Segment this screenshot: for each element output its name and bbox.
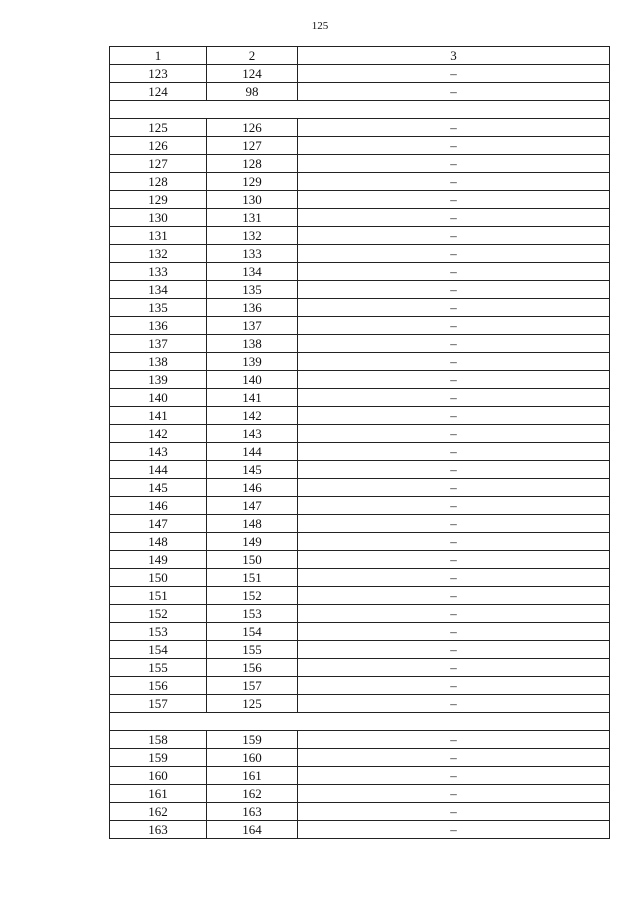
table-cell-col-3: –	[298, 515, 610, 533]
table-cell-col-2: 156	[207, 659, 298, 677]
table-cell-col-3: –	[298, 83, 610, 101]
table-cell-col-3: –	[298, 173, 610, 191]
table-cell-col-3: –	[298, 299, 610, 317]
table-row	[110, 659, 610, 677]
table-cell-col-3: –	[298, 353, 610, 371]
table-cell-col-1: 125	[110, 119, 207, 137]
table-row	[110, 695, 610, 713]
section-separator-cell	[110, 101, 610, 119]
table-cell-col-3: –	[298, 407, 610, 425]
section-separator-cell	[110, 713, 610, 731]
table-row	[110, 299, 610, 317]
table-cell-col-3: –	[298, 65, 610, 83]
table-cell-col-1: 141	[110, 407, 207, 425]
table-cell-col-2: 138	[207, 335, 298, 353]
table-cell-col-2: 135	[207, 281, 298, 299]
table-row	[110, 677, 610, 695]
table-row	[110, 461, 610, 479]
data-table	[109, 46, 610, 839]
table-cell-col-3: –	[298, 191, 610, 209]
table-cell-col-2: 127	[207, 137, 298, 155]
table-row	[110, 209, 610, 227]
table-row	[110, 335, 610, 353]
table-cell-col-1: 160	[110, 767, 207, 785]
table-cell-col-2: 144	[207, 443, 298, 461]
table-cell-col-3: –	[298, 389, 610, 407]
table-cell-col-1: 133	[110, 263, 207, 281]
table-row	[110, 263, 610, 281]
table-cell-col-2: 154	[207, 623, 298, 641]
table-cell-col-2: 159	[207, 731, 298, 749]
table-cell-col-3: –	[298, 119, 610, 137]
table-cell-col-2: 160	[207, 749, 298, 767]
table-cell-col-1: 158	[110, 731, 207, 749]
table-cell-col-1: 136	[110, 317, 207, 335]
table-row	[110, 821, 610, 839]
table-cell-col-3: –	[298, 425, 610, 443]
table-cell-col-1: 132	[110, 245, 207, 263]
table-cell-col-1: 153	[110, 623, 207, 641]
table-cell-col-3: –	[298, 443, 610, 461]
table-row	[110, 407, 610, 425]
table-row	[110, 443, 610, 461]
table-cell-col-2: 134	[207, 263, 298, 281]
table-cell-col-3: –	[298, 479, 610, 497]
table-cell-col-3: –	[298, 551, 610, 569]
table-cell-col-2: 132	[207, 227, 298, 245]
table-cell-col-2: 141	[207, 389, 298, 407]
table-cell-col-2: 145	[207, 461, 298, 479]
table-cell-col-1: 147	[110, 515, 207, 533]
table-cell-col-3: –	[298, 605, 610, 623]
table-row	[110, 317, 610, 335]
table-cell-col-3: –	[298, 245, 610, 263]
table-cell-col-1: 134	[110, 281, 207, 299]
table-row	[110, 389, 610, 407]
table-cell-col-3: –	[298, 623, 610, 641]
table-cell-col-2: 142	[207, 407, 298, 425]
table-cell-col-2: 124	[207, 65, 298, 83]
table-cell-col-3: –	[298, 281, 610, 299]
column-header-3: 3	[298, 47, 610, 65]
table-cell-col-3: –	[298, 641, 610, 659]
table-cell-col-2: 149	[207, 533, 298, 551]
table-row	[110, 551, 610, 569]
table-cell-col-2: 155	[207, 641, 298, 659]
table-row	[110, 155, 610, 173]
table-cell-col-1: 131	[110, 227, 207, 245]
table-row	[110, 749, 610, 767]
table-body	[110, 47, 610, 839]
table-cell-col-1: 161	[110, 785, 207, 803]
table-cell-col-2: 152	[207, 587, 298, 605]
table-cell-col-1: 156	[110, 677, 207, 695]
table-cell-col-2: 98	[207, 83, 298, 101]
table-header-row	[110, 47, 610, 65]
table-cell-col-1: 129	[110, 191, 207, 209]
table-cell-col-1: 123	[110, 65, 207, 83]
table-cell-col-2: 151	[207, 569, 298, 587]
table-row	[110, 767, 610, 785]
table-cell-col-2: 125	[207, 695, 298, 713]
table-cell-col-1: 150	[110, 569, 207, 587]
table-row	[110, 533, 610, 551]
section-separator-row	[110, 101, 610, 119]
table-cell-col-1: 127	[110, 155, 207, 173]
table-cell-col-3: –	[298, 695, 610, 713]
table-cell-col-3: –	[298, 137, 610, 155]
table-cell-col-2: 139	[207, 353, 298, 371]
table-row	[110, 605, 610, 623]
table-cell-col-1: 143	[110, 443, 207, 461]
table-cell-col-2: 136	[207, 299, 298, 317]
table-cell-col-3: –	[298, 569, 610, 587]
table-cell-col-3: –	[298, 317, 610, 335]
section-separator-row	[110, 713, 610, 731]
table-cell-col-2: 162	[207, 785, 298, 803]
table-cell-col-2: 130	[207, 191, 298, 209]
table-cell-col-2: 164	[207, 821, 298, 839]
table-cell-col-1: 151	[110, 587, 207, 605]
table-cell-col-3: –	[298, 677, 610, 695]
table-cell-col-1: 149	[110, 551, 207, 569]
table-cell-col-3: –	[298, 821, 610, 839]
table-row	[110, 731, 610, 749]
table-cell-col-2: 163	[207, 803, 298, 821]
table-row	[110, 587, 610, 605]
table-cell-col-2: 128	[207, 155, 298, 173]
table-cell-col-3: –	[298, 587, 610, 605]
table-cell-col-3: –	[298, 785, 610, 803]
column-header-2: 2	[207, 47, 298, 65]
table-row	[110, 83, 610, 101]
table-row	[110, 65, 610, 83]
table-cell-col-1: 135	[110, 299, 207, 317]
table-cell-col-3: –	[298, 461, 610, 479]
table-cell-col-2: 157	[207, 677, 298, 695]
table-cell-col-1: 154	[110, 641, 207, 659]
table-cell-col-1: 138	[110, 353, 207, 371]
table-cell-col-1: 163	[110, 821, 207, 839]
table-row	[110, 137, 610, 155]
table-cell-col-1: 157	[110, 695, 207, 713]
table-cell-col-2: 150	[207, 551, 298, 569]
table-row	[110, 371, 610, 389]
table-cell-col-1: 137	[110, 335, 207, 353]
table-cell-col-1: 128	[110, 173, 207, 191]
table-cell-col-2: 140	[207, 371, 298, 389]
table-row	[110, 569, 610, 587]
table-cell-col-2: 161	[207, 767, 298, 785]
table-row	[110, 281, 610, 299]
table-cell-col-2: 131	[207, 209, 298, 227]
table-row	[110, 785, 610, 803]
table-cell-col-1: 155	[110, 659, 207, 677]
table-cell-col-3: –	[298, 263, 610, 281]
table-cell-col-2: 143	[207, 425, 298, 443]
table-cell-col-1: 152	[110, 605, 207, 623]
table-cell-col-3: –	[298, 371, 610, 389]
table-cell-col-1: 145	[110, 479, 207, 497]
table-cell-col-1: 142	[110, 425, 207, 443]
table-row	[110, 119, 610, 137]
table-cell-col-3: –	[298, 209, 610, 227]
table-row	[110, 227, 610, 245]
table-cell-col-2: 137	[207, 317, 298, 335]
table-cell-col-1: 140	[110, 389, 207, 407]
table-cell-col-3: –	[298, 497, 610, 515]
table-row	[110, 497, 610, 515]
table-cell-col-1: 162	[110, 803, 207, 821]
table-cell-col-3: –	[298, 335, 610, 353]
table-row	[110, 173, 610, 191]
table-cell-col-1: 146	[110, 497, 207, 515]
table-row	[110, 425, 610, 443]
table-row	[110, 623, 610, 641]
table-cell-col-1: 130	[110, 209, 207, 227]
table-row	[110, 353, 610, 371]
table-cell-col-1: 139	[110, 371, 207, 389]
table-cell-col-1: 144	[110, 461, 207, 479]
table-row	[110, 191, 610, 209]
table-cell-col-3: –	[298, 155, 610, 173]
table-cell-col-2: 129	[207, 173, 298, 191]
table-cell-col-2: 146	[207, 479, 298, 497]
table-cell-col-3: –	[298, 227, 610, 245]
table-cell-col-3: –	[298, 749, 610, 767]
table-cell-col-3: –	[298, 659, 610, 677]
table-row	[110, 641, 610, 659]
table-cell-col-1: 126	[110, 137, 207, 155]
page-number: 125	[311, 20, 329, 32]
table-cell-col-2: 147	[207, 497, 298, 515]
table-row	[110, 479, 610, 497]
table-row	[110, 803, 610, 821]
table-cell-col-2: 126	[207, 119, 298, 137]
table-cell-col-2: 133	[207, 245, 298, 263]
table-cell-col-3: –	[298, 533, 610, 551]
table-cell-col-2: 153	[207, 605, 298, 623]
table-cell-col-1: 124	[110, 83, 207, 101]
table-cell-col-1: 159	[110, 749, 207, 767]
table-row	[110, 515, 610, 533]
table-cell-col-3: –	[298, 767, 610, 785]
table-cell-col-1: 148	[110, 533, 207, 551]
table-cell-col-3: –	[298, 731, 610, 749]
table-cell-col-2: 148	[207, 515, 298, 533]
table-row	[110, 245, 610, 263]
table-cell-col-3: –	[298, 803, 610, 821]
column-header-1: 1	[110, 47, 207, 65]
